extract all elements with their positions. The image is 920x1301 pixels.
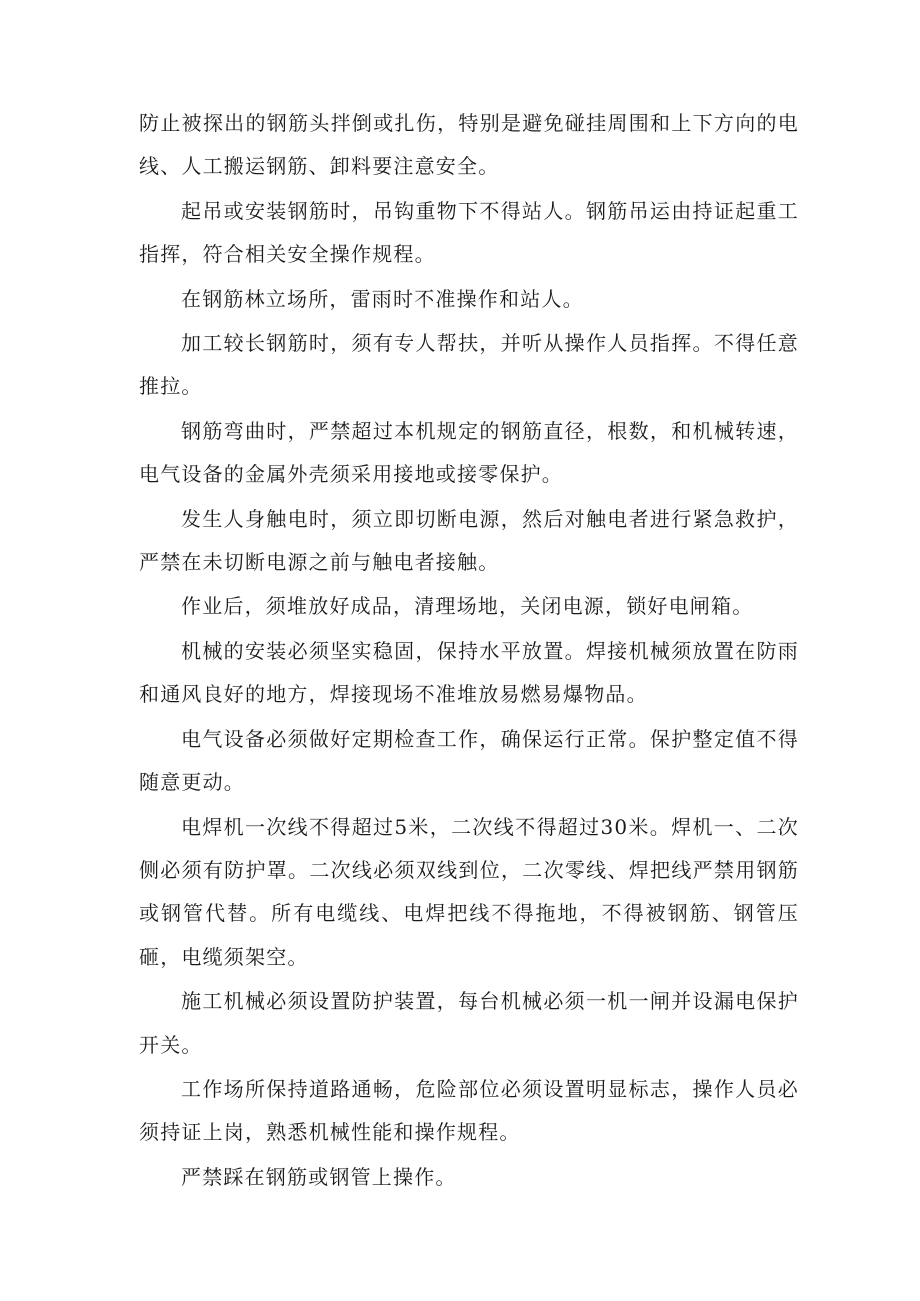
paragraph-5: 钢筋弯曲时，严禁超过本机规定的钢筋直径，根数，和机械转速，电气设备的金属外壳须采用接地或接零保护。 xyxy=(139,418,799,487)
paragraph-4: 加工较长钢筋时，须有专人帮扶，并听从操作人员指挥。不得任意推拉。 xyxy=(139,331,799,399)
paragraph-6: 发生人身触电时，须立即切断电源，然后对触电者进行紧急救护，严禁在未切断电源之前与触电者接触。 xyxy=(139,506,799,575)
paragraph-10: 电焊机一次线不得超过5米，二次线不得超过30米。焊机一、二次侧必须有防护罩。二次线必须双线到位，二次零线、焊把线严禁用钢筋或钢管代替。所有电缆线、电焊把线不得拖地，不得被钢筋、钢管压砸，电缆须架空。 xyxy=(139,814,799,969)
paragraph-7: 作业后，须堆放好成品，清理场地，关闭电源，锁好电闸箱。 xyxy=(181,594,754,619)
paragraph-2: 起吊或安装钢筋时，吊钩重物下不得站人。钢筋吊运由持证起重工指挥，符合相关安全操作规程。 xyxy=(139,198,799,267)
paragraph-13: 严禁踩在钢筋或钢管上操作。 xyxy=(181,1164,457,1189)
paragraph-12: 工作场所保持道路通畅，危险部位必须设置明显标志，操作人员必须持证上岗，熟悉机械性能和操作规程。 xyxy=(139,1076,799,1145)
paragraph-9: 电气设备必须做好定期检查工作，确保运行正常。保护整定值不得随意更动。 xyxy=(139,726,799,795)
document-body xyxy=(139,102,799,1200)
paragraph-3: 在钢筋林立场所，雷雨时不准操作和站人。 xyxy=(181,286,584,311)
paragraph-8: 机械的安装必须坚实稳固，保持水平放置。焊接机械须放置在防雨和通风良好的地方，焊接现场不准堆放易燃易爆物品。 xyxy=(139,638,799,707)
paragraph-1: 防止被探出的钢筋头拌倒或扎伤，特别是避免碰挂周围和上下方向的电线、人工搬运钢筋、卸料要注意安全。 xyxy=(139,111,799,179)
paragraph-11: 施工机械必须设置防护装置，每台机械必须一机一闸并设漏电保护开关。 xyxy=(139,989,799,1057)
